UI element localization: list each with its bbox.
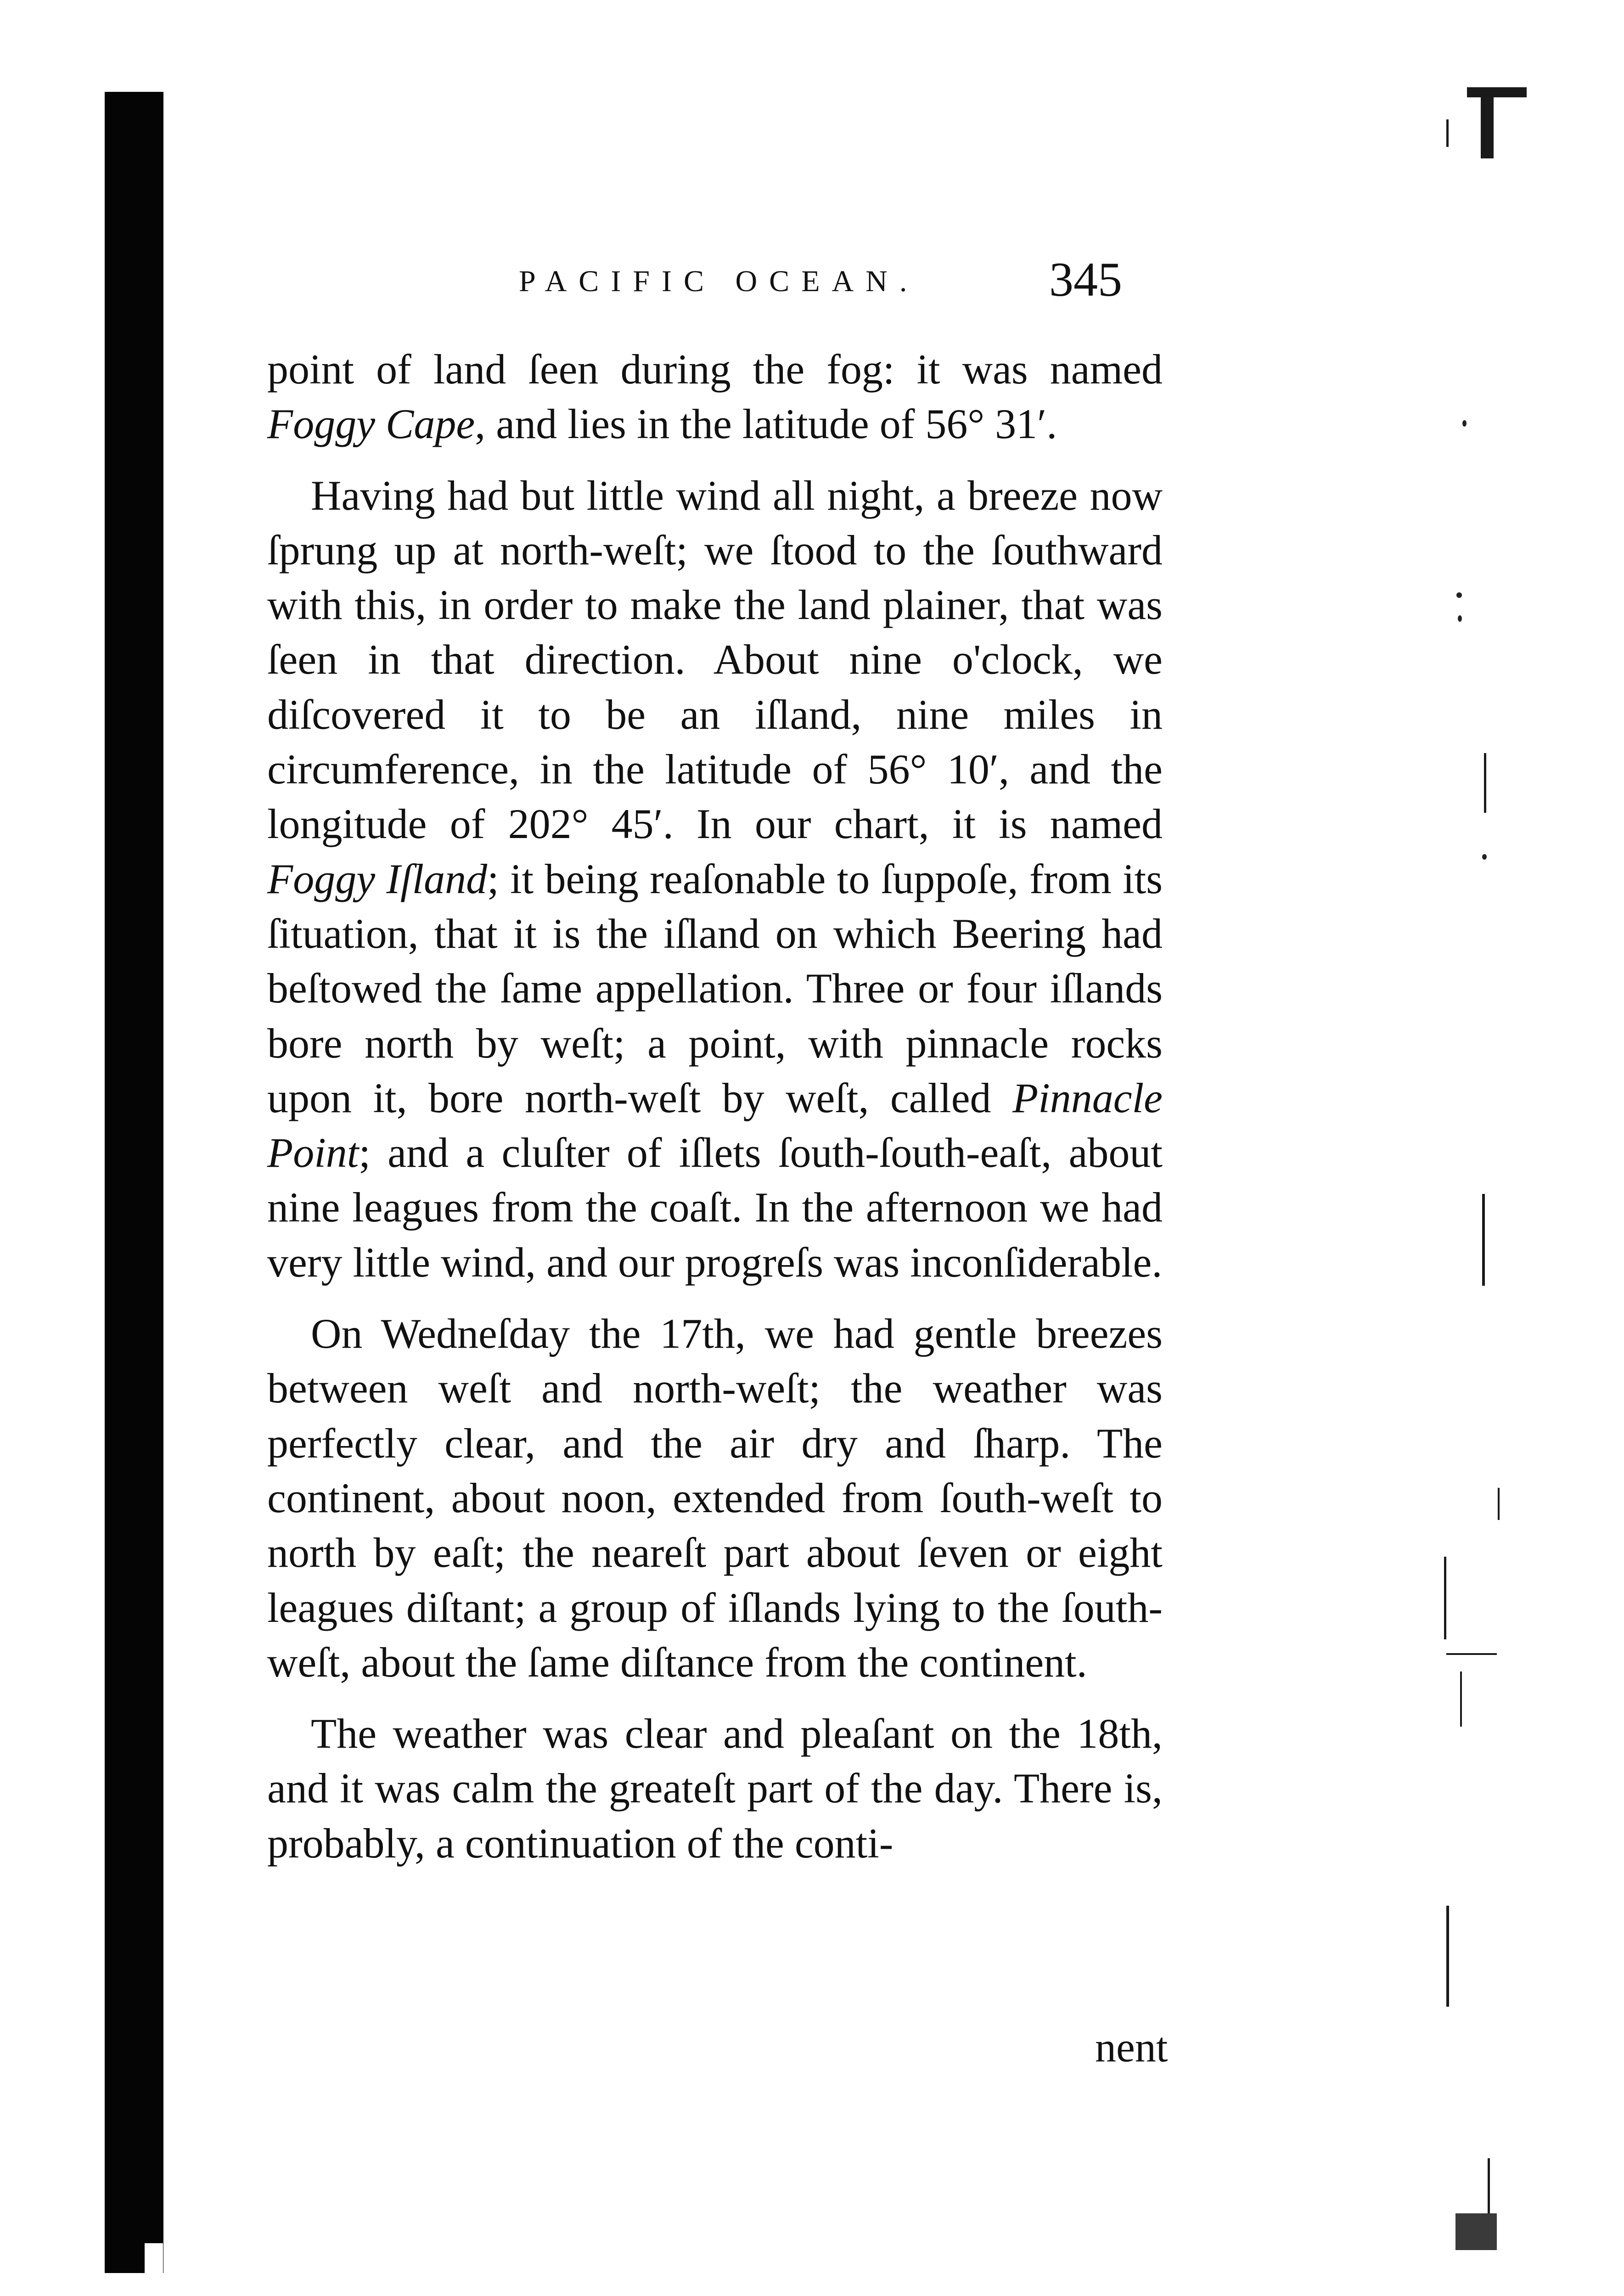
paragraph-eighteenth: The weather was clear and pleaſant on the 18th, and it was calm the greateſt part of the day. There is, probably, a continuation of the conti- [267, 1710, 1163, 1867]
scan-edge-dot [1482, 854, 1487, 860]
scan-edge-mark [1446, 1653, 1497, 1655]
scan-edge-dot [1462, 420, 1467, 427]
scan-edge-mark [1482, 1194, 1485, 1286]
scan-gutter-shadow [105, 92, 163, 2273]
scan-edge-mark [1484, 753, 1486, 813]
place-name-pinnacle-point: Pinnacle Point [267, 1074, 1163, 1176]
scan-edge-mark [1446, 119, 1449, 147]
scan-edge-mark [1467, 87, 1527, 97]
paragraph-wednesday: On Wedneſday the 17th, we had gentle breezes between weſt and north-weſt; the weather was perfectly clear, and the air dry and ſharp. The continent, about noon, extended from ſouth-weſt to north by eaſt; the neareſt part about ſeven or eight leagues diſtant; a group of iſlands lying to the ſouth-weſt, about the ſame diſtance from the continent. [267, 1310, 1163, 1686]
paragraph-foggy-island [267, 468, 1163, 1290]
scan-edge-mark [1498, 1488, 1500, 1520]
place-name-foggy-cape: Foggy Cape [267, 400, 475, 448]
paragraph-text: Having had but little wind all night, a breeze now ſprung up at north-weſt; we ſtood to the ſouthward with this, in order to make the land plainer, that was ſeen in that direction. About nine o'clock, we diſcovered it to be an iſland, nine miles in circumference, in the latitude of 56° 10′, and the longitude of 202° 45′. In our chart, it is named [267, 472, 1163, 848]
scan-edge-mark [1455, 2213, 1497, 2250]
scan-edge-mark [1460, 1671, 1462, 1727]
scan-edge-mark [1446, 1906, 1449, 2007]
scan-edge-mark [1481, 94, 1494, 158]
paragraph-text: point of land ſeen during the fog: it was named [267, 346, 1163, 393]
body-text [267, 342, 1163, 1871]
paragraph-text: ; and a cluſter of iſlets ſouth-ſouth-eaſt, about nine leagues from the coaſt. In the afternoon we had very little wind, and our progreſs was inconſiderable. [267, 1129, 1163, 1286]
running-title: PACIFIC OCEAN. [519, 264, 919, 298]
scan-gutter-notch [145, 2243, 163, 2275]
scan-edge-dot [1456, 592, 1462, 598]
paragraph-continued [267, 342, 1163, 452]
scan-edge-mark [1444, 1557, 1446, 1639]
scan-edge-dot [1458, 615, 1462, 622]
catchword: nent [1095, 2024, 1168, 2071]
paragraph-text: ; it being reaſonable to ſuppoſe, from its ſituation, that it is the iſland on which Beering had beſtowed the ſame appellation. Three or four iſlands bore north by weſt; a point, with pinnacle rocks upon it, bore north-weſt by weſt, called [267, 855, 1163, 1121]
place-name-foggy-island: Foggy Iſland [267, 855, 488, 902]
paragraph-text: , and lies in the latitude of 56° 31′. [475, 400, 1057, 448]
page-number: 345 [1049, 253, 1122, 306]
